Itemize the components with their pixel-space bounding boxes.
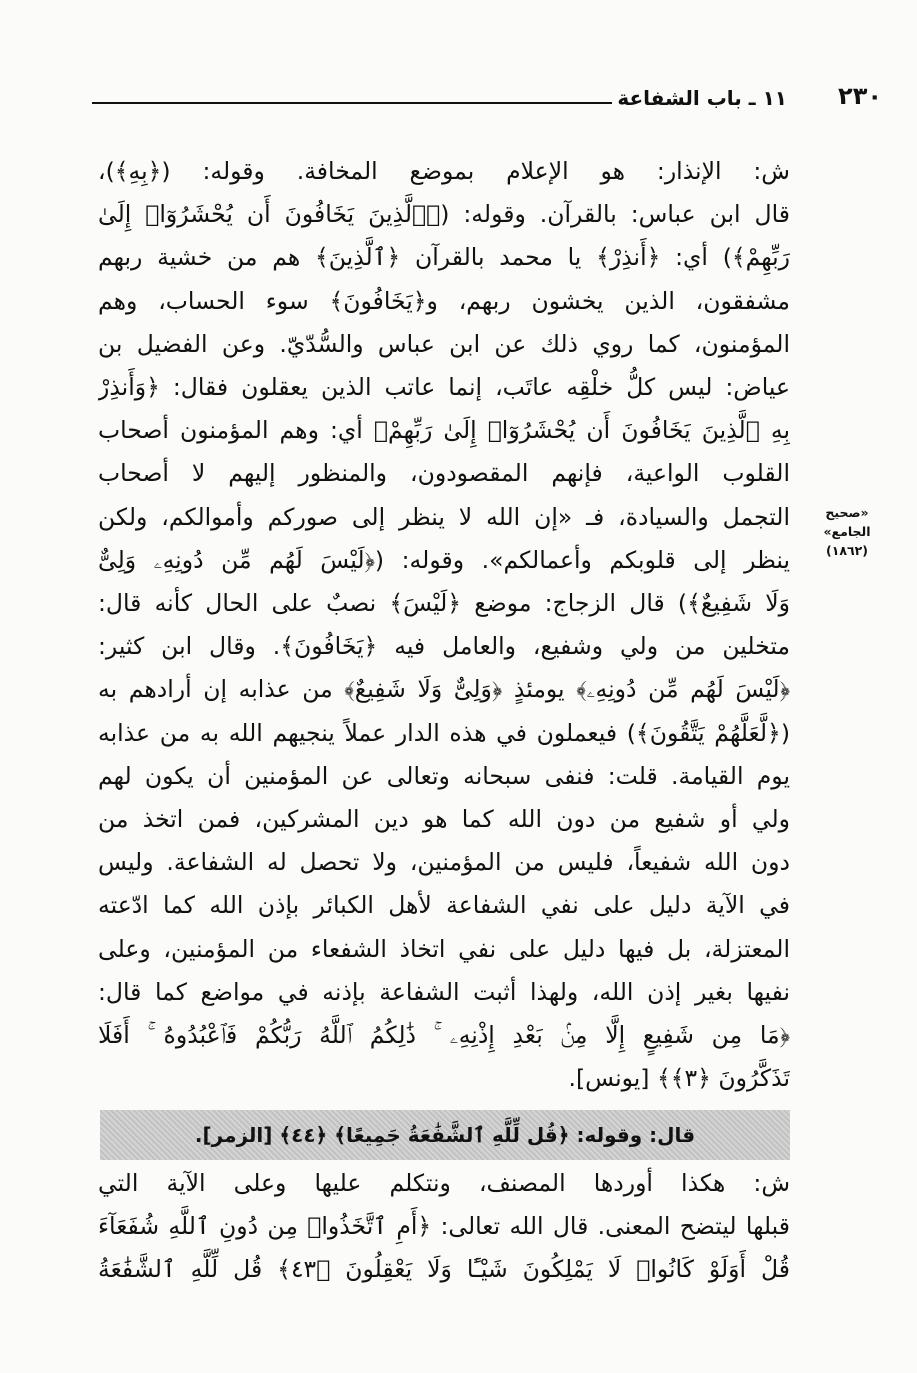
text-line: المعتزلة، بل فيها دليل على نفي اتخاذ الشفعاء من المؤمنين، وعلى (98, 934, 790, 963)
commentary-text-continued (98, 1162, 790, 1291)
text-line: يوم القيامة. قلت: فنفى سبحانه وتعالى عن المؤمنين أن يكون لهم (98, 761, 790, 790)
text-line: بِهِ ٱلَّذِينَ يَخَافُونَ أَن يُحْشَرُوٓا۟ إِلَىٰ رَبِّهِمْ﴾ أي: وهم المؤمنون أصحاب (98, 416, 790, 445)
text-line: في الآية دليل على نفي الشفاعة لأهل الكبائر بإذن الله كما ادّعته (98, 891, 790, 920)
text-line: متخلين من ولي وشفيع، والعامل فيه ﴿يَخَافُونَ﴾. وقال ابن كثير: (98, 632, 790, 661)
commentary-text (98, 150, 790, 1100)
text-line: (﴿لَّعَلَّهُمْ يَتَّقُونَ﴾) فيعملون في هذه الدار عملاً ينجيهم الله به من عذابه (98, 718, 790, 747)
quoted-verse-band: قال: وقوله: ﴿قُل لِّلَّهِ ٱلشَّفَٰعَةُ جَمِيعًا﴾ ﴿٤٤﴾ [الزمر]. (100, 1110, 790, 1160)
page-header (92, 82, 882, 116)
text-line: ﴿مَا مِن شَفِيعٍ إِلَّا مِنۢ بَعْدِ إِذْنِهِۦ ۚ ذَٰلِكُمُ ٱللَّهُ رَبُّكُمْ فَٱعْبُدُوهُ ۚ أَفَلَا (98, 1021, 790, 1050)
text-line: نفيها بغير إذن الله، ولهذا أثبت الشفاعة بإذنه في مواضع كما قال: (98, 977, 790, 1006)
text-line: ش: الإنذار: هو الإعلام بموضع المخافة. وقوله: (﴿بِهِ﴾)، (98, 157, 790, 185)
text-line: عياض: ليس كلُّ خلْقِه عاتَب، إنما عاتب الذين يعقلون فقال: ﴿وَأَنذِرْ (98, 373, 790, 402)
text-line: ش: هكذا أوردها المصنف، ونتكلم عليها وعلى الآية التي (98, 1169, 790, 1197)
text-line: تَذَكَّرُونَ ﴿٣﴾﴾ [يونس]. (568, 1064, 790, 1093)
text-line: ﴿لَيْسَ لَهُم مِّن دُونِهِۦ﴾ يومئذٍ ﴿وَلِىٌّ وَلَا شَفِيعٌ﴾ من عذابه إن أرادهم به (98, 675, 790, 704)
margin-note-line: (١٨٦٢) (826, 543, 868, 558)
page-number: ٢٣٠ (838, 82, 882, 110)
text-line: ينظر إلى قلوبكم وأعمالكم». وقوله: (﴿لَيْسَ لَهُم مِّن دُونِهِۦ وَلِىٌّ (98, 545, 790, 574)
margin-reference-note (812, 503, 882, 560)
text-line: قُلْ أَوَلَوْ كَانُوا۟ لَا يَمْلِكُونَ شَيْـًٔا وَلَا يَعْقِلُونَ ﴿٤٣﴾ قُل لِّلَّهِ ٱلشَّفَٰعَةُ (98, 1255, 790, 1283)
margin-note-line: الجامع» (823, 524, 871, 539)
text-line: قبلها ليتضح المعنى. قال الله تعالى: ﴿أَمِ ٱتَّخَذُوا۟ مِن دُونِ ٱللَّهِ شُفَعَآءَ (98, 1212, 790, 1240)
text-line: دون الله شفيعاً، فليس من المؤمنين، ولا تحصل له الشفاعة. وليس (98, 848, 790, 877)
chapter-title: ١١ ـ باب الشفاعة (617, 86, 787, 110)
text-line: رَبِّهِمْ﴾) أي: ﴿أَنذِرْ﴾ يا محمد بالقرآن ﴿ٱلَّذِينَ﴾ هم من خشية ربهم (98, 243, 790, 272)
margin-note-line: «صحيح (825, 505, 869, 520)
text-line: قال ابن عباس: بالقرآن. وقوله: (﴿ٱلَّذِينَ يَخَافُونَ أَن يُحْشَرُوٓا۟ إِلَىٰ (98, 200, 790, 229)
text-line: مشفقون، الذين يخشون ربهم، و﴿يَخَافُونَ﴾ سوء الحساب، وهم (98, 286, 790, 315)
text-line: ولي أو شفيع من دون الله كما هو دين المشركين، فمن اتخذ من (98, 805, 790, 834)
text-line: وَلَا شَفِيعٌ﴾) قال الزجاج: موضع ﴿لَيْسَ﴾ نصبٌ على الحال كأنه قال: (98, 589, 790, 618)
text-line: القلوب الواعية، فإنهم المقصودون، والمنظور إليهم لا أصحاب (98, 459, 790, 488)
text-line: المؤمنون، كما روي ذلك عن ابن عباس والسُّدّيّ. وعن الفضيل بن (98, 329, 790, 358)
header-rule (92, 102, 612, 104)
text-line: التجمل والسيادة، فـ «إن الله لا ينظر إلى صوركم وأموالكم، ولكن (98, 502, 790, 531)
